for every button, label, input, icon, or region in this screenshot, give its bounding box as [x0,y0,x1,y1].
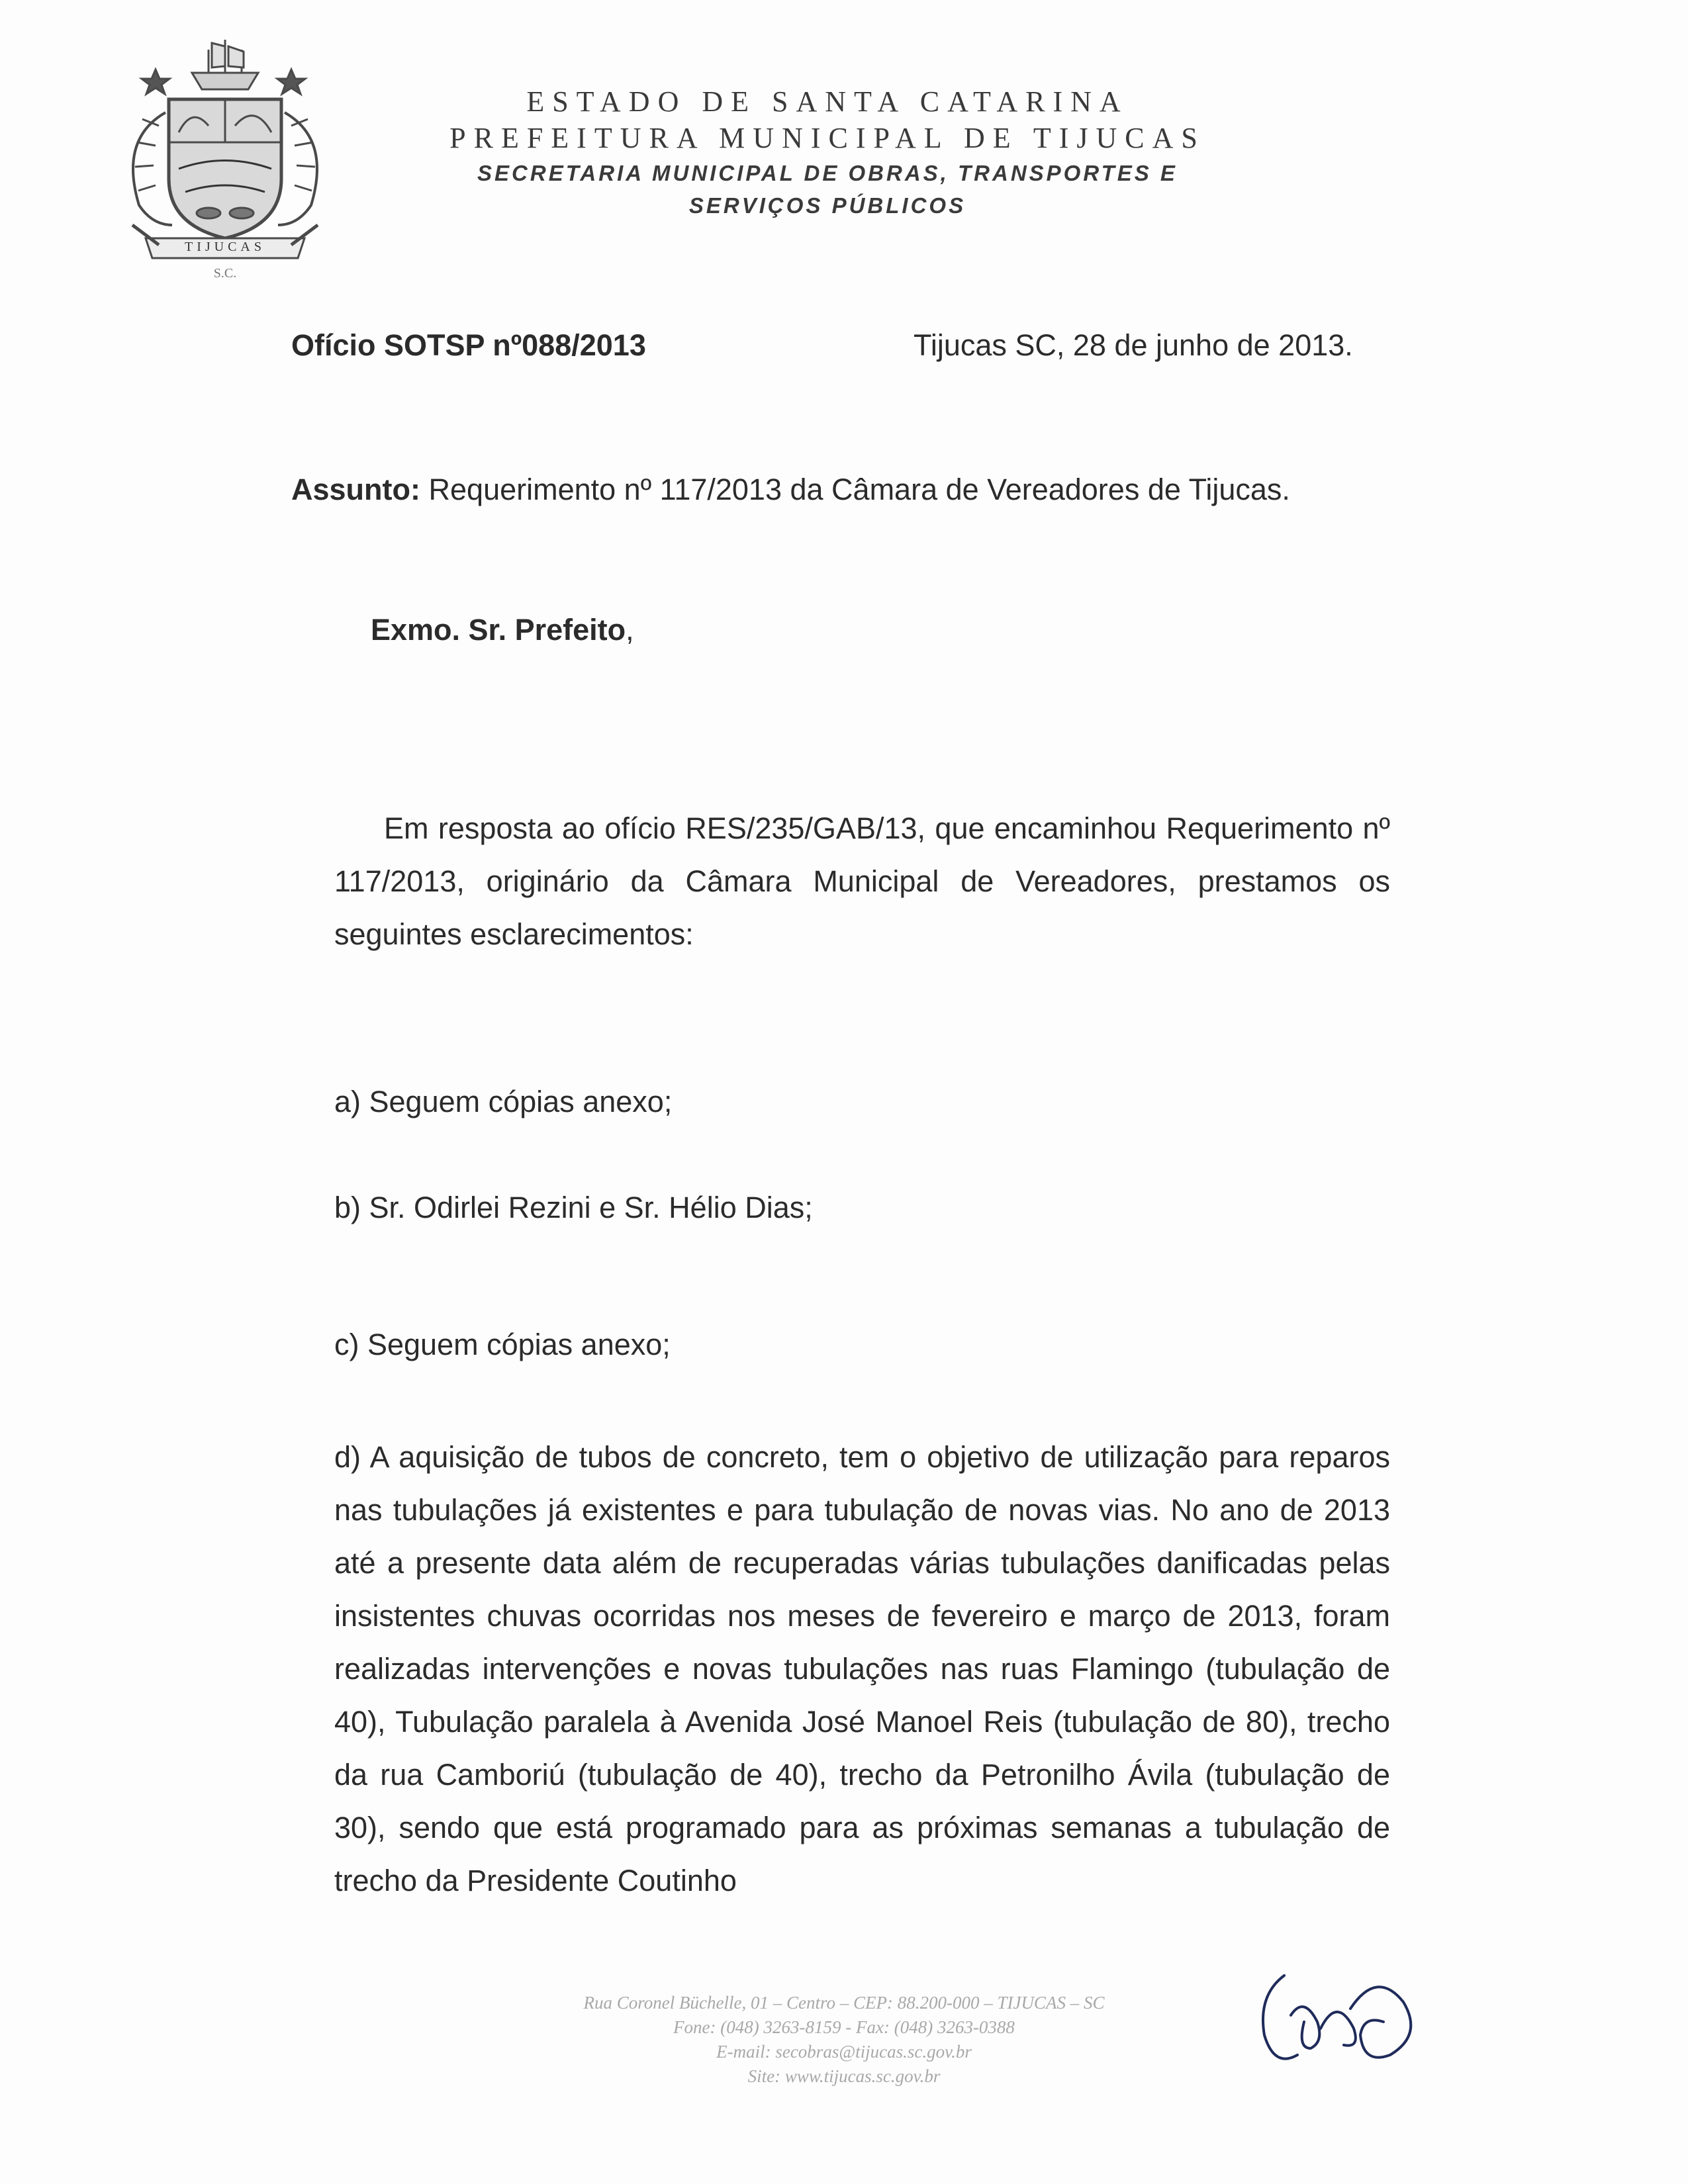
item-b: b) Sr. Odirlei Rezini e Sr. Hélio Dias; [334,1191,813,1224]
header-secretariat-line1: SECRETARIA MUNICIPAL DE OBRAS, TRANSPORTES E [477,161,1178,185]
item-c: c) Seguem cópias anexo; [334,1328,671,1361]
footer-address: Rua Coronel Büchelle, 01 – Centro – CEP: 88.200-000 – TIJUCAS – SC [583,1993,1105,2013]
signature [1244,1956,1430,2088]
header-secretariat-line2: SERVIÇOS PÚBLICOS [688,193,966,218]
salutation-text: Exmo. Sr. Prefeito [371,613,626,647]
item-d: d) A aquisição de tubos de concreto, tem o objetivo de utilização para reparos nas tubulações já existentes e para tubulação de novas vias. No ano de 2013 até a presente data além de recuperadas várias tubulações danificadas pelas insistentes chuvas ocorridas nos meses de fevereiro e março de 2013, foram realizadas intervenções e novas tubulações nas ruas Flamingo (tubulação de 40), Tubulação paralela à Avenida José Manoel Reis (tubulação de 80), trecho da rua Camboriú (tubulação de 40), trecho da Petronilho Ávila (tubulação de 30), sendo que está programado para as próximas semanas a tubulação de trecho da Presidente Coutinho [334,1440,1390,1897]
subject-label: Assunto: [291,473,420,506]
intro-paragraph: Em resposta ao ofício RES/235/GAB/13, que encaminhou Requerimento nº 117/2013, originário da Câmara Municipal de Vereadores, prestamos os seguintes esclarecimentos: [334,811,1390,951]
salutation [371,604,634,657]
footer-phone: Fone: (048) 3263-8159 - Fax: (048) 3263-0388 [673,2017,1015,2037]
letter-reference: Ofício SOTSP nº088/2013 [291,328,646,362]
footer-email: E-mail: secobras@tijucas.sc.gov.br [716,2042,972,2062]
crest-sublabel: S.C. [213,266,237,281]
letter-subject [291,463,1290,516]
footer-site: Site: www.tijucas.sc.gov.br [747,2066,941,2086]
salutation-punct: , [626,613,634,647]
item-a: a) Seguem cópias anexo; [334,1085,673,1118]
header-state: ESTADO DE SANTA CATARINA [526,85,1129,118]
header-prefecture: PREFEITURA MUNICIPAL DE TIJUCAS [449,122,1205,154]
municipal-crest [93,26,357,291]
signature-icon [1244,1956,1430,2088]
crest-label: TIJUCAS [184,240,265,254]
letter-place-date: Tijucas SC, 28 de junho de 2013. [914,328,1353,362]
subject-text: Requerimento nº 117/2013 da Câmara de Vereadores de Tijucas. [428,473,1290,506]
